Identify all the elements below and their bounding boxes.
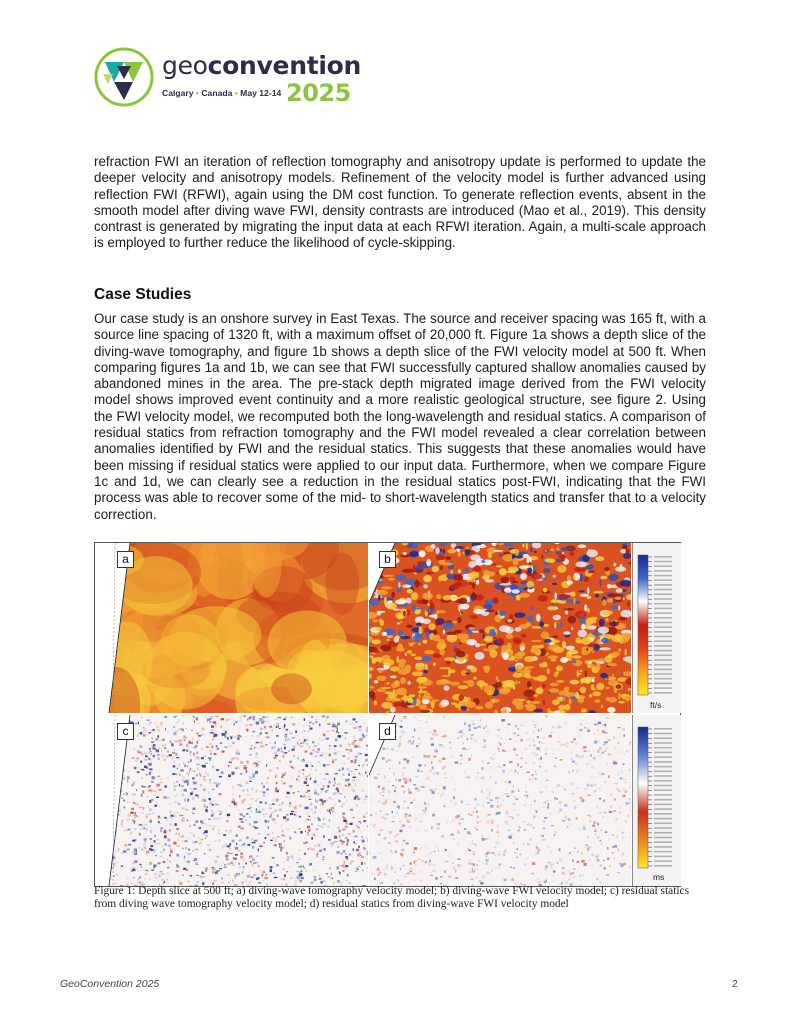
panel-b-fwi-velocity [369,543,631,713]
logo-word-light: geo [162,51,208,80]
logo-event-details [162,88,281,98]
velocity-colorbar [632,543,681,713]
logo-separator: • [234,88,238,98]
logo-wordmark [162,52,361,80]
geoconvention-logo [93,46,361,108]
geoconvention-emblem-icon [93,46,155,108]
panel-c-tomography-statics [95,715,368,886]
footer-conference-name: GeoConvention 2025 [60,978,160,990]
figure-caption: Figure 1: Depth slice at 500 ft; a) diving-wave tomography velocity model; b) diving-wave FWI velocity model; c) residual statics from diving wave tomography velocity model; d) residual statics from diving-wave FWI velocity model [94,885,690,911]
statics-colorbar [632,715,681,886]
figure-1 [94,542,681,887]
body-paragraph-1: refraction FWI an iteration of reflection tomography and anisotropy update is performed to update the deeper velocity and anisotropy models. Refinement of the velocity model is further advanced using reflection FWI (RFWI), again using the DM cost function. To generate reflection events, absent in the smooth model after diving wave FWI, density contrasts are introduced (Mao et al., 2019). This density contrast is generated by migrating the input data at each RFWI iteration. Again, a multi-scale approach is employed to further reduce the likelihood of cycle-skipping. [94,154,706,251]
logo-word-bold: convention [207,51,361,80]
logo-separator: • [195,88,199,98]
panel-label-a: a [117,551,134,568]
logo-country: Canada [201,88,233,98]
section-heading: Case Studies [94,286,192,303]
velocity-unit-label: ft/s [650,700,662,710]
body-paragraph-2: Our case study is an onshore survey in East Texas. The source and receiver spacing was 165 ft, with a source line spacing of 1320 ft, with a maximum offset of 20,000 ft. Figure 1a shows a depth slice of the diving-wave tomography, and figure 1b shows a depth slice of the FWI velocity model at 500 ft. When comparing figures 1a and 1b, we can see that FWI successfully captured shallow anomalies caused by abandoned mines in the area. The pre-stack depth migrated image derived from the FWI velocity model shows improved event continuity and a more realistic geological structure, see figure 2. Using the FWI velocity model, we recomputed both the long-wavelength and residual statics. A comparison of residual statics from refraction tomography and the FWI model revealed a clear correlation between anomalies identified by FWI and the residual statics. This suggests that these anomalies would have been missing if residual statics were applied to our input data. Furthermore, when we compare Figure 1c and 1d, we can clearly see a reduction in the residual statics post-FWI, indicating that the FWI process was able to recover some of the mid- to short-wavelength statics and transfer that to a velocity correction. [94,311,706,522]
page-number: 2 [732,978,738,990]
panel-label-b: b [379,551,396,568]
panel-d-fwi-statics [369,715,631,886]
panel-label-c: c [117,723,134,740]
panel-a-tomography-velocity [95,543,368,713]
logo-year: 2025 [286,79,351,107]
statics-unit-label: ms [653,872,665,882]
logo-dates: May 12-14 [240,88,282,98]
panel-label-d: d [379,723,396,740]
logo-location: Calgary [162,88,194,98]
